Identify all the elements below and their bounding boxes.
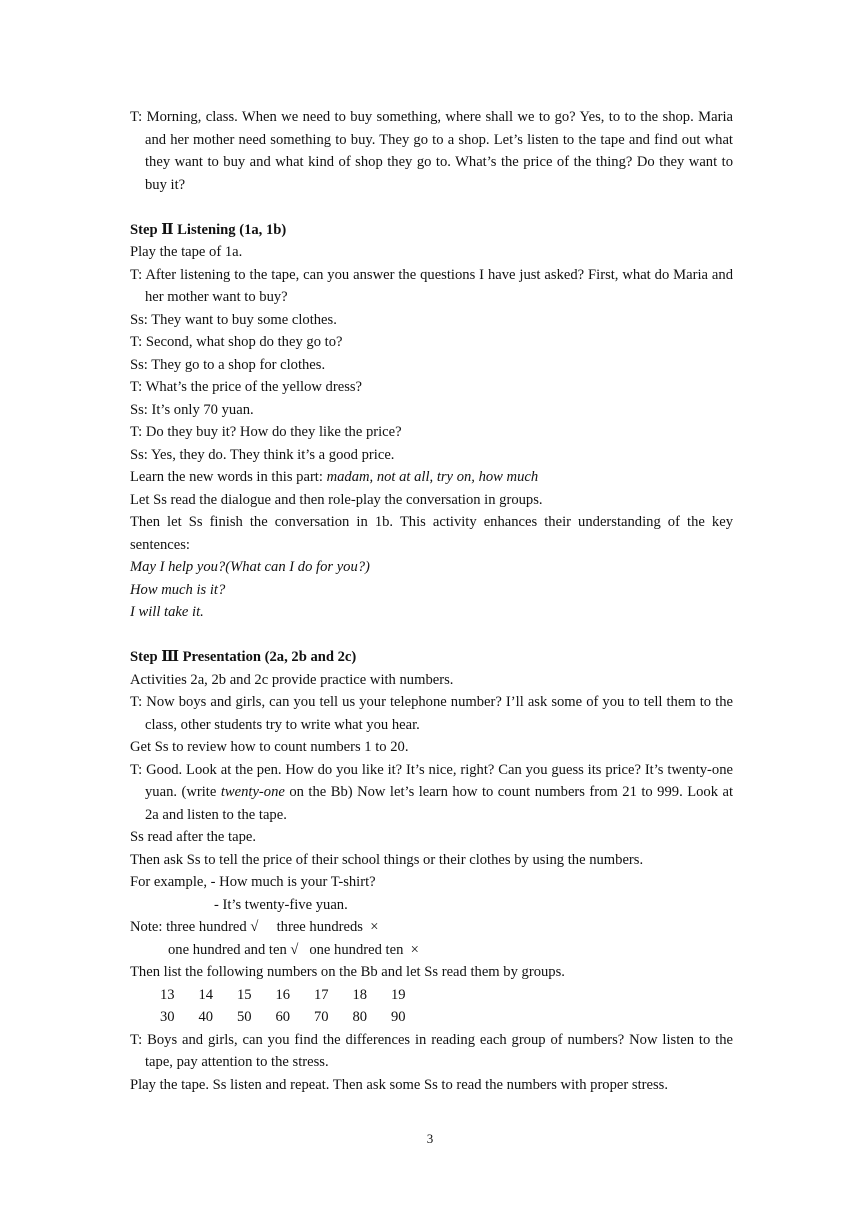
step2-line: T: Do they buy it? How do they like the price?	[130, 424, 402, 440]
number: 15	[237, 986, 252, 1003]
document-page	[130, 106, 733, 1096]
roleplay-line: Let Ss read the dialogue and then role-play the conversation in groups.	[130, 491, 543, 508]
step-2-heading: Step Ⅱ Listening (1a, 1b)	[130, 221, 287, 238]
key-sentence: May I help you?(What can I do for you?)	[130, 559, 370, 575]
activities-line: Activities 2a, 2b and 2c provide practice with numbers.	[130, 671, 454, 688]
read-after-line: Ss read after the tape.	[130, 829, 257, 845]
number: 60	[275, 1009, 291, 1025]
telephone-line: T: Now boys and girls, can you tell us your telephone number? I’ll ask some of you to tell them to the class, other students try to write what you hear.	[130, 694, 733, 733]
note-line-2: one hundred and ten √ one hundred ten ×	[168, 941, 419, 958]
pen-text-a: T: Good. Look at the pen. How do you like it? It’s nice, right? Can you guess its price? It’s twenty-one yuan. (write	[130, 761, 733, 800]
finish-line: Then let Ss finish the conversation in 1b. This activity enhances their understanding of the key sentences:	[130, 514, 733, 553]
play-line: Play the tape. Ss listen and repeat. Then ask some Ss to read the numbers with proper stress.	[130, 1076, 668, 1093]
number: 14	[198, 986, 214, 1003]
step2-line: Ss: Yes, they do. They think it’s a good price.	[130, 446, 395, 463]
step-3-heading: Step Ⅲ Presentation (2a, 2b and 2c)	[130, 649, 357, 665]
number: 90	[391, 1009, 406, 1025]
number: 17	[314, 986, 329, 1003]
numbers-row-2	[130, 1006, 733, 1029]
number: 16	[275, 986, 291, 1003]
number: 30	[160, 1009, 175, 1025]
step2-line: Ss: They go to a shop for clothes.	[130, 356, 326, 373]
step2-line: T: After listening to the tape, can you answer the questions I have just asked? First, what do Maria and her mother want to buy?	[130, 266, 733, 305]
page-number: 3	[426, 1131, 434, 1146]
number: 19	[391, 986, 406, 1003]
number: 18	[352, 986, 368, 1003]
key-sentence: How much is it?	[130, 581, 226, 598]
new-words-label: Learn the new words in this part:	[130, 469, 327, 485]
ask-price-line: Then ask Ss to tell the price of their school things or their clothes by using the numbers.	[130, 851, 644, 868]
number: 70	[314, 1009, 329, 1025]
pen-text-b: on the Bb) Now let’s learn how to count numbers from 21 to 999. Look at 2a and listen to the tape.	[145, 784, 734, 823]
step2-line: Ss: It’s only 70 yuan.	[130, 401, 254, 418]
new-words: madam, not at all, try on, how much	[326, 469, 539, 485]
step2-line: Play the tape of 1a.	[130, 244, 243, 260]
list-intro-line: Then list the following numbers on the Bb and let Ss read them by groups.	[130, 964, 565, 980]
pen-italic: twenty-one	[220, 784, 285, 800]
step2-line: Ss: They want to buy some clothes.	[130, 311, 337, 328]
number: 13	[160, 986, 175, 1003]
key-sentence: I will take it.	[130, 604, 204, 620]
example-answer: - It’s twenty-five yuan.	[214, 896, 348, 913]
example-question: For example, - How much is your T-shirt?	[130, 874, 376, 890]
number: 40	[198, 1009, 214, 1025]
new-words-line	[130, 466, 733, 489]
numbers-row-1	[130, 984, 733, 1007]
step2-line: T: Second, what shop do they go to?	[130, 334, 343, 350]
step2-line: T: What’s the price of the yellow dress?	[130, 379, 363, 395]
note-line-1: Note: three hundred √ three hundreds ×	[130, 919, 379, 935]
differences-line: T: Boys and girls, can you find the differences in reading each group of numbers? Now listen to the tape, pay attention to the stress.	[130, 1031, 733, 1070]
intro-paragraph: T: Morning, class. When we need to buy something, where shall we to go? Yes, to to the shop. Maria and her mother need something to buy. They go to a shop. Let’s listen to the tape and find out what they want to buy and what kind of shop they go to. What’s the price of the thing? Do they want to buy it?	[130, 109, 733, 193]
number: 80	[352, 1009, 368, 1025]
pen-paragraph	[130, 759, 733, 827]
review-line: Get Ss to review how to count numbers 1 to 20.	[130, 739, 409, 755]
number: 50	[237, 1009, 252, 1025]
